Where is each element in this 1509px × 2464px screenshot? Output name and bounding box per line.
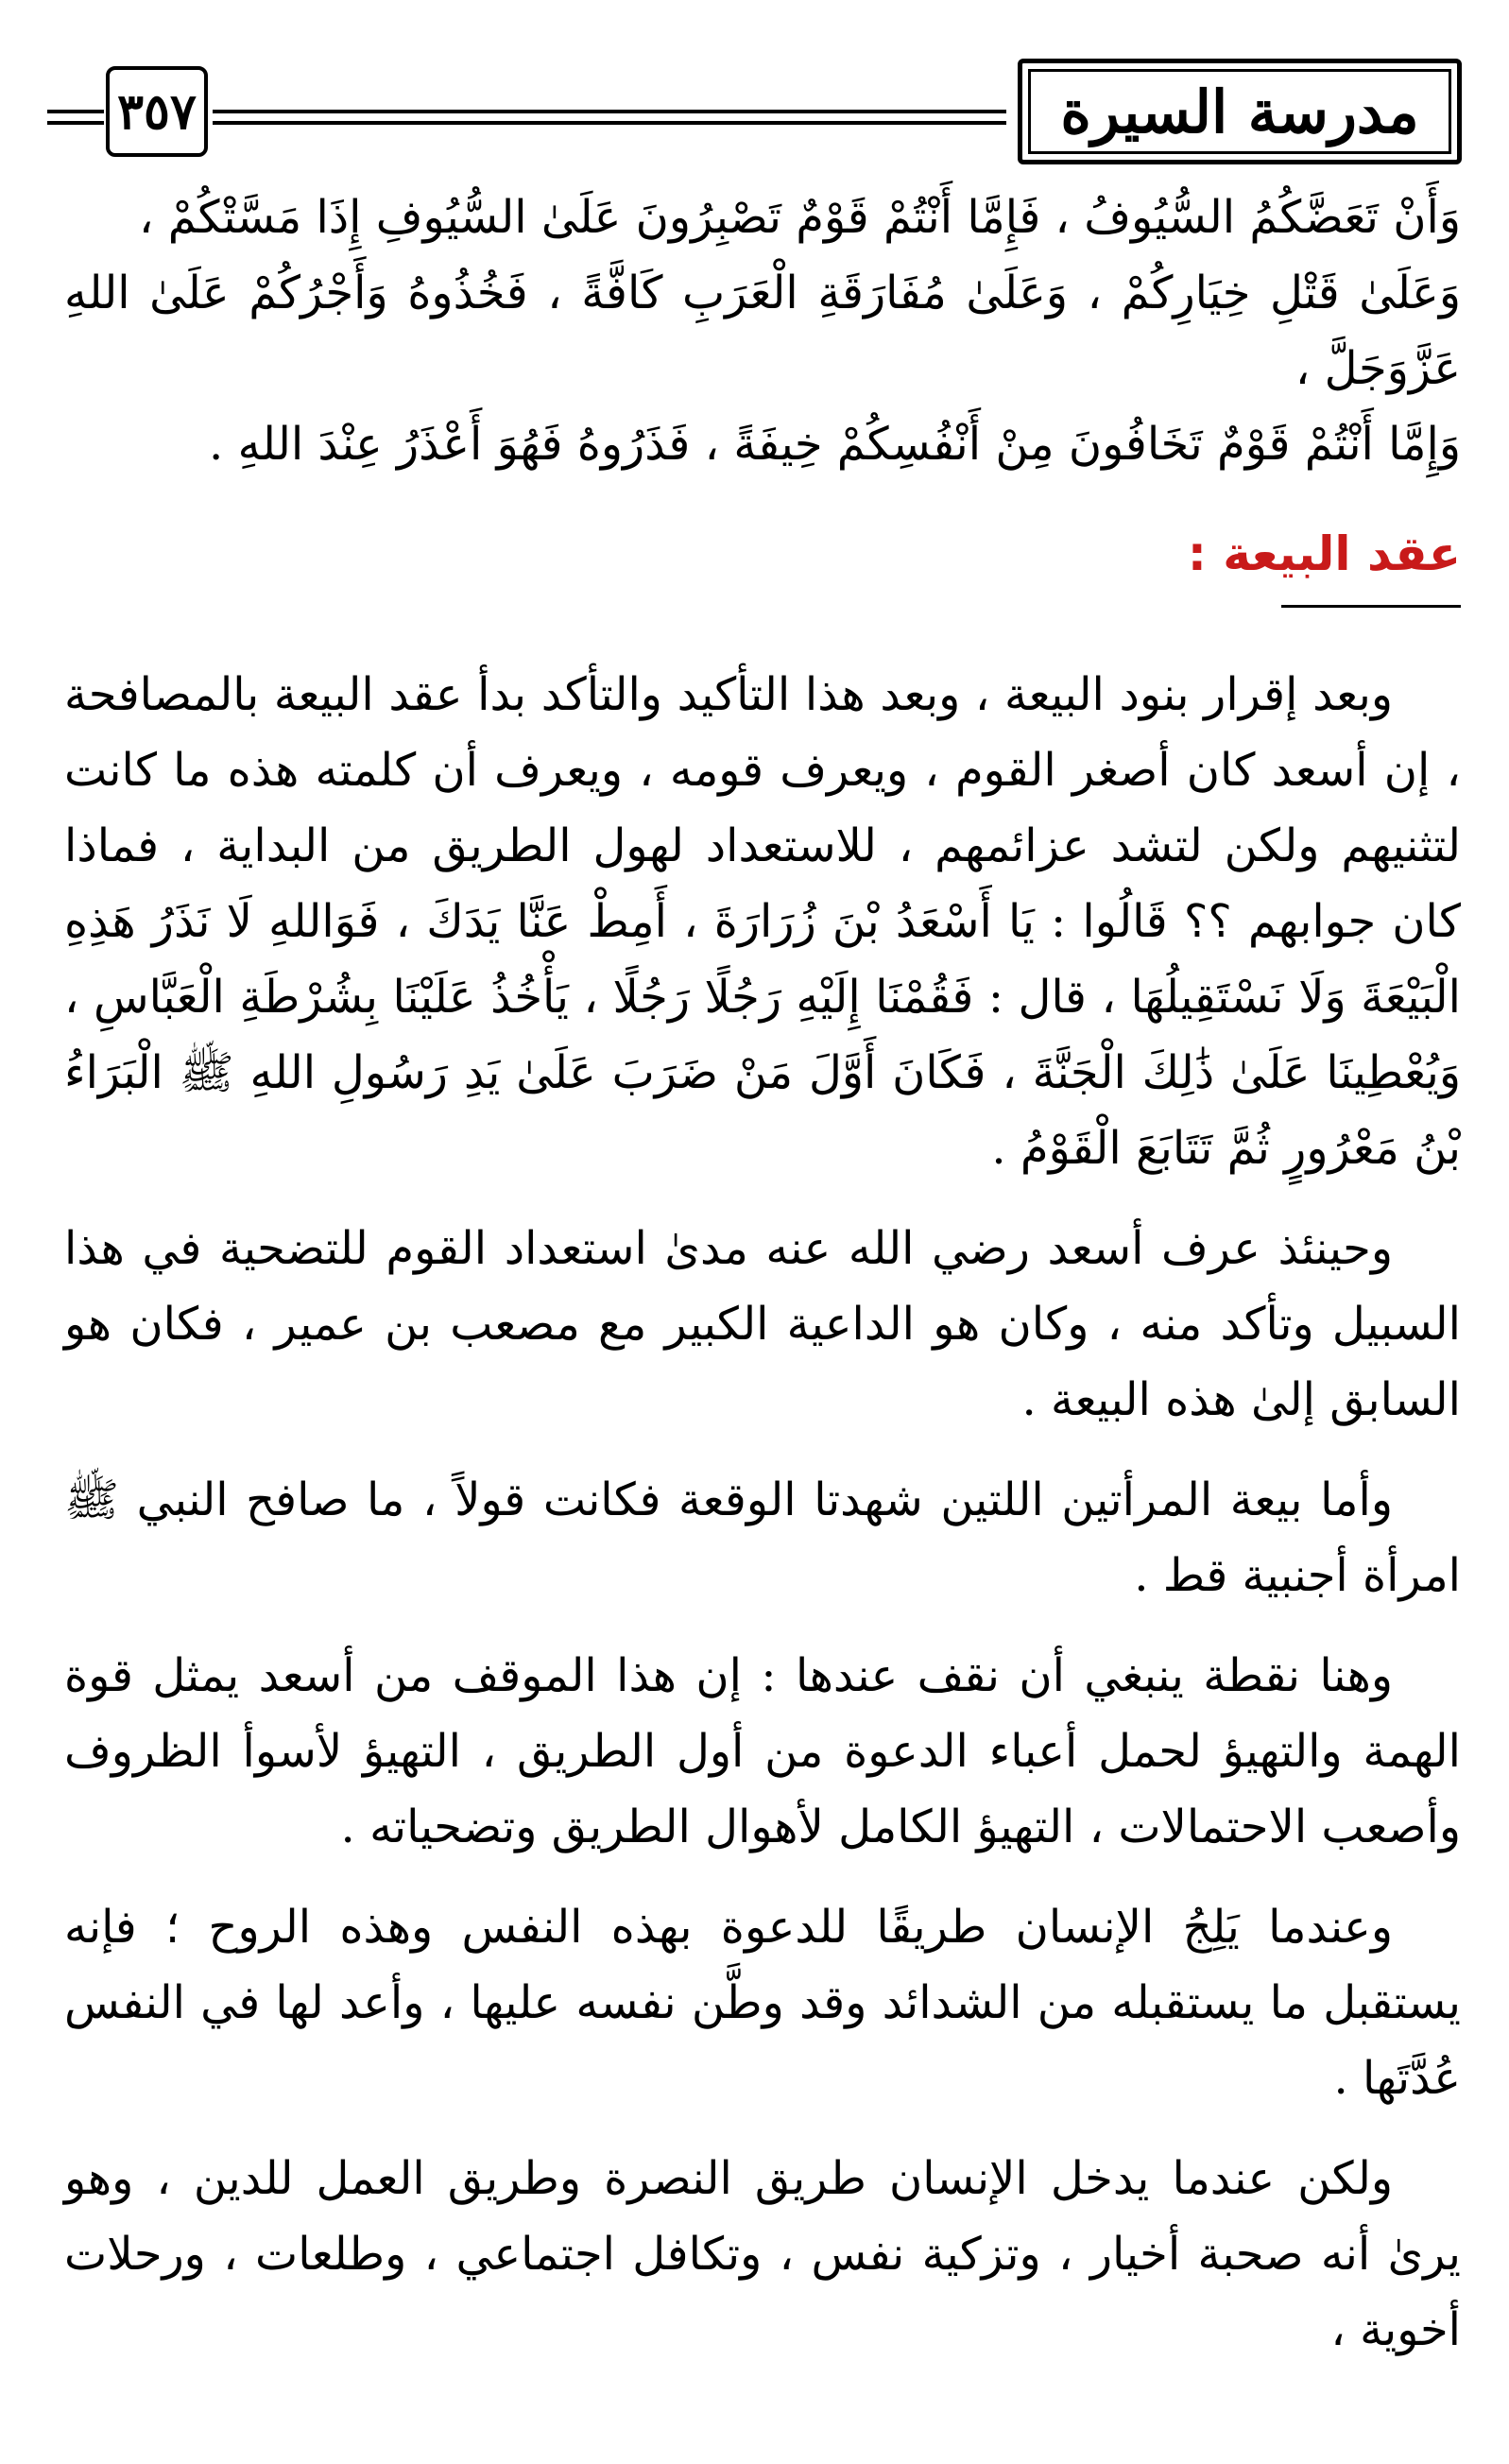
paragraph: وأما بيعة المرأتين اللتين شهدتا الوقعة فكانت قولاً ، ما صافح النبي ﷺ امرأة أجنبية قط . [64, 1473, 1461, 1602]
hadith-quote [64, 180, 1461, 482]
paragraph: وبعد إقرار بنود البيعة ، وبعد هذا التأكيد والتأكد بدأ عقد البيعة بالمصافحة ، إن أسعد كان أصغر القوم ، ويعرف قومه ، ويعرف أن كلمته هذه ما كانت لتثنيهم ولكن لتشد عزائمهم ، للاستعداد لهول الطريق من البداية ، فماذا كان جوابهم ؟؟ قَالُوا : يَا أَسْعَدُ بْنَ زُرَارَةَ ، أَمِطْ عَنَّا يَدَكَ ، فَوَاللهِ لَا نَذَرُ هَذِهِ الْبَيْعَةَ وَلَا نَسْتَقِيلُهَا ، قال : فَقُمْنَا إِلَيْهِ رَجُلًا رَجُلًا ، يَأْخُذُ عَلَيْنَا بِشُرْطَةِ الْعَبَّاسِ ، وَيُعْطِينَا عَلَىٰ ذَٰلِكَ الْجَنَّةَ ، فَكَانَ أَوَّلَ مَنْ ضَرَبَ عَلَىٰ يَدِ رَسُولِ اللهِ ﷺ الْبَرَاءُ بْنُ مَعْرُورٍ ثُمَّ تَتَابَعَ الْقَوْمُ . [64, 668, 1461, 1175]
header-rule [47, 121, 104, 125]
paragraph: وحينئذ عرف أسعد رضي الله عنه مدىٰ استعداد القوم للتضحية في هذا السبيل وتأكد منه ، وكان هو الداعية الكبير مع مصعب بن عمير ، فكان هو السابق إلىٰ هذه البيعة . [64, 1222, 1461, 1426]
book-title: مدرسة السيرة [1018, 59, 1462, 164]
paragraph: وعندما يَلِجُ الإنسان طريقًا للدعوة بهذه النفس وهذه الروح ؛ فإنه يستقبل ما يستقبله من الشدائد وقد وطَّن نفسه عليها ، وأعد لها في النفس عُدَّتَها . [64, 1901, 1461, 2105]
quote-line: وَأَنْ تَعَضَّكُمُ السُّيُوفُ ، فَإِمَّا أَنْتُمْ قَوْمٌ تَصْبِرُونَ عَلَىٰ السُّيُوفِ إِذَا مَسَّتْكُمْ ، [138, 191, 1461, 244]
paragraph: وهنا نقطة ينبغي أن نقف عندها : إن هذا الموقف من أسعد يمثل قوة الهمة والتهيؤ لحمل أعباء الدعوة من أول الطريق ، التهيؤ لأسوأ الظروف وأصعب الاحتمالات ، التهيؤ الكامل لأهوال الطريق وتضحياته . [64, 1649, 1461, 1853]
header-rule [213, 121, 1006, 125]
header-rule [213, 110, 1006, 113]
section-heading-text: عقد البيعة : [1187, 526, 1461, 581]
quote-line: وَعَلَىٰ قَتْلِ خِيَارِكُمْ ، وَعَلَىٰ مُفَارَقَةِ الْعَرَبِ كَافَّةً ، فَخُذُوهُ وَأَجْرُكُمْ عَلَىٰ اللهِ عَزَّوَجَلَّ ، [64, 267, 1461, 395]
page-content [64, 180, 1461, 2392]
page-header [47, 49, 1462, 163]
quote-line: وَإِمَّا أَنْتُمْ قَوْمٌ تَخَافُونَ مِنْ أَنْفُسِكُمْ خِيفَةً ، فَذَرُوهُ فَهُوَ أَعْذَرُ عِنْدَ اللهِ . [209, 418, 1461, 471]
page-number: ٣٥٧ [106, 66, 208, 157]
paragraph: ولكن عندما يدخل الإنسان طريق النصرة وطريق العمل للدين ، وهو يرىٰ أنه صحبة أخيار ، وتزكية نفس ، وتكافل اجتماعي ، وطلعات ، ورحلات أخوية ، [64, 2152, 1462, 2356]
header-rule [47, 110, 104, 113]
section-heading [1188, 520, 1461, 608]
heading-underline [1281, 605, 1461, 608]
